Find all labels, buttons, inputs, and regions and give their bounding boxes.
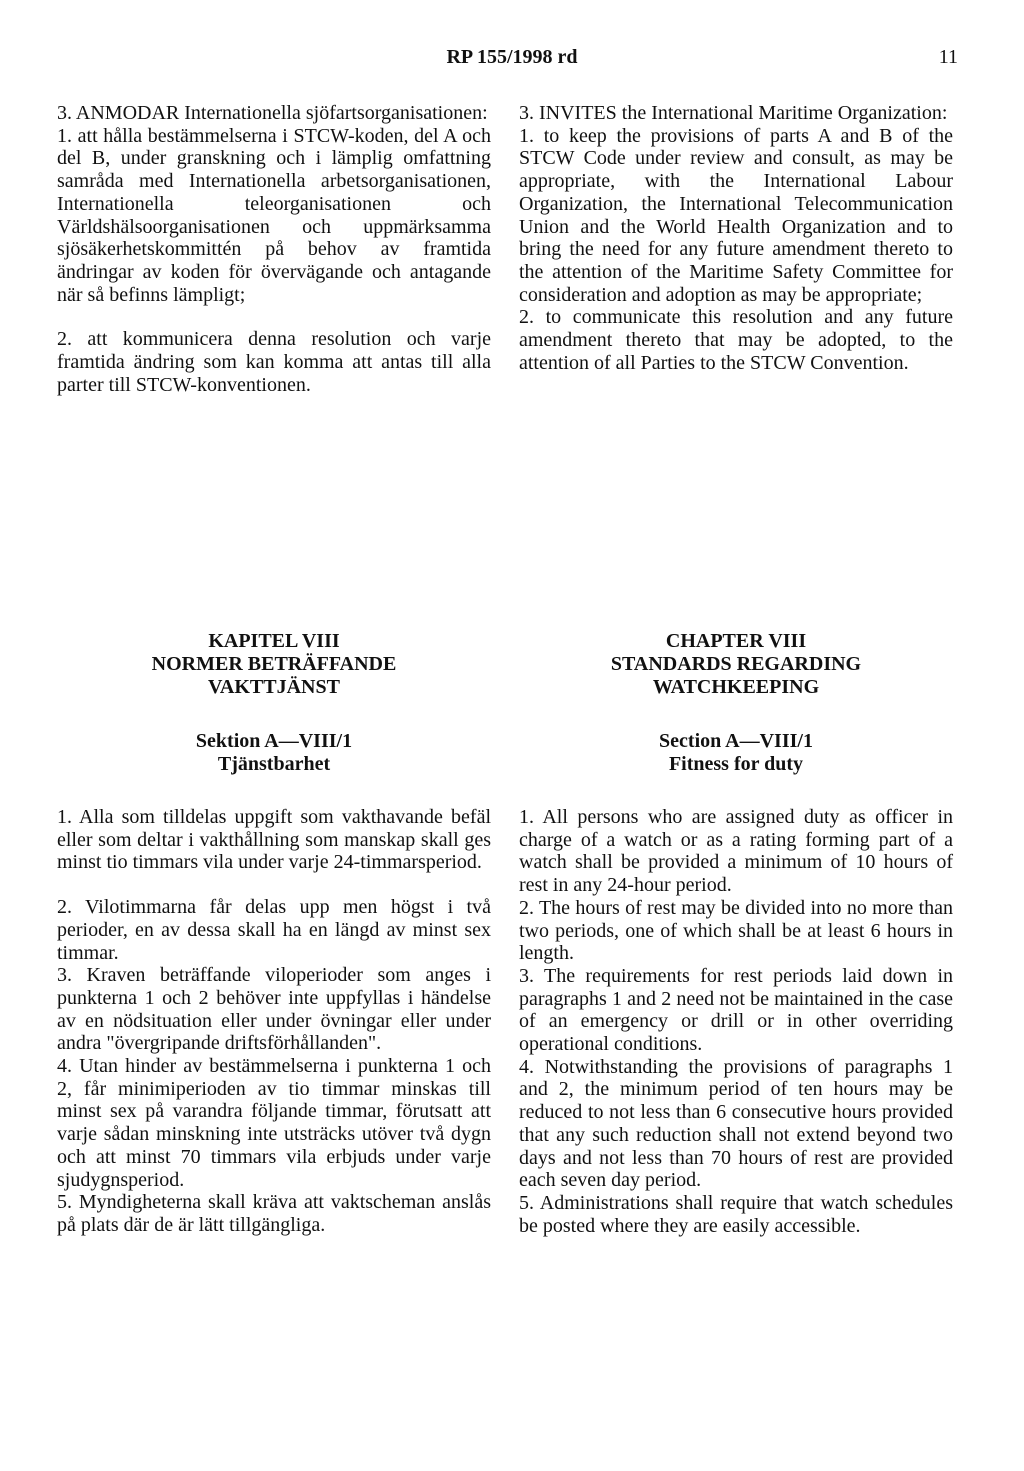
rule-paragraph-3-en: 3. The requirements for rest periods laid down in paragraphs 1 and 2 need not be maintained in the case of an emergency or drill or in other overriding operational conditions. — [519, 964, 953, 1056]
standards-heading-line-1: STANDARDS REGARDING — [610, 653, 862, 675]
section-number: Section A—VIII/1 — [659, 730, 813, 752]
standards-heading-line-2: VAKTTJÄNST — [208, 676, 340, 698]
chapter-heading-en: CHAPTER VIII — [665, 630, 807, 652]
rule-paragraph-2-en: 2. The hours of rest may be divided into no more than two periods, one of which shall be at least 6 hours in length. — [519, 896, 953, 965]
paragraph-item-2-sv: 2. att kommunicera denna resolution och varje framtida ändring som kan komma att antas till alla parter till STCW-konventionen. — [57, 328, 491, 396]
standards-heading-en — [519, 653, 953, 699]
paragraph-item-1-sv: 1. att hålla bestämmelserna i STCW-koden, del A och del B, under granskning och i lämplig omfattning samråda med Internationella arbetsorganisationen, Internationella teleorganisationen och Världshälsoorganisationen och uppmärksamma sjösäkerhetskommittén på behov av framtida ändringar av koden för övervägande och antagande när så befinns lämpligt; — [57, 124, 491, 306]
english-column-chapter — [519, 630, 953, 1237]
paragraph-invites-en: 3. INVITES the International Maritime Organization: — [519, 102, 948, 124]
document-reference: RP 155/1998 rd — [446, 46, 578, 68]
standards-heading-sv — [57, 653, 491, 699]
section-title: Fitness for duty — [668, 753, 804, 775]
section-number: Sektion A—VIII/1 — [195, 730, 353, 752]
rule-paragraph-1-en: 1. All persons who are assigned duty as officer in charge of a watch or as a rating forming part of a watch shall be provided a minimum of 10 hours of rest in any 24-hour period. — [519, 806, 953, 897]
rule-paragraph-5-sv: 5. Myndigheterna skall kräva att vaktscheman anslås på plats där de är lätt tillgängliga. — [57, 1191, 491, 1236]
rule-paragraph-5-en: 5. Administrations shall require that watch schedules be posted where they are easily accessible. — [519, 1191, 953, 1237]
section-heading-en — [519, 730, 953, 776]
section-heading-sv — [57, 730, 491, 776]
chapter-heading-sv: KAPITEL VIII — [208, 630, 340, 652]
rule-paragraph-1-sv: 1. Alla som tilldelas uppgift som vakthavande befäl eller som deltar i vakthållning som manskap skall ges minst tio timmars vila under varje 24-timmarsperiod. — [57, 806, 491, 874]
page-number: 11 — [938, 46, 958, 68]
english-column-top — [519, 102, 953, 374]
rule-paragraph-4-en: 4. Notwithstanding the provisions of paragraphs 1 and 2, the minimum period of ten hours may be reduced to not less than 6 consecutive hours provided that any such reduction shall not extend beyond two days and not less than 70 hours of rest are provided each seven day period. — [519, 1055, 953, 1192]
rule-paragraph-2-sv: 2. Vilotimmarna får delas upp men högst i två perioder, en av dessa skall ha en längd av minst sex timmar. — [57, 896, 491, 964]
paragraph-item-2-en: 2. to communicate this resolution and any future amendment thereto that may be adopted, to the attention of all Parties to the STCW Convention. — [519, 306, 953, 374]
standards-heading-line-2: WATCHKEEPING — [652, 676, 820, 698]
standards-heading-line-1: NORMER BETRÄFFANDE — [151, 653, 397, 675]
swedish-column-chapter — [57, 630, 491, 1237]
page-header — [0, 46, 1024, 76]
paragraph-item-1-en: 1. to keep the provisions of parts A and B of the STCW Code under review and consult, as may be appropriate, with the International Labour Organization, the International Telecommunication Union and the World Health Organization and to bring the need for any future amendment thereto to the attention of the Maritime Safety Committee for consideration and adoption as may be appropriate; — [519, 124, 953, 306]
section-title: Tjänstbarhet — [217, 753, 331, 775]
paragraph-invites-sv: 3. ANMODAR Internationella sjöfartsorganisationen: — [57, 102, 488, 124]
rule-paragraph-4-sv: 4. Utan hinder av bestämmelserna i punkterna 1 och 2, får minimiperioden av tio timmar minskas till minst sex på varandra följande timmar, förutsatt att varje sådan minskning inte utsträcks utöver två dygn och att minst 70 timmars vila erbjuds under varje sjudygnsperiod. — [57, 1055, 491, 1191]
swedish-column-top — [57, 102, 491, 396]
rule-paragraph-3-sv: 3. Kraven beträffande viloperioder som anges i punkterna 1 och 2 behöver inte uppfyllas i händelse av en nödsituation eller under övningar eller under andra "övergripande driftsförhållanden". — [57, 964, 491, 1055]
